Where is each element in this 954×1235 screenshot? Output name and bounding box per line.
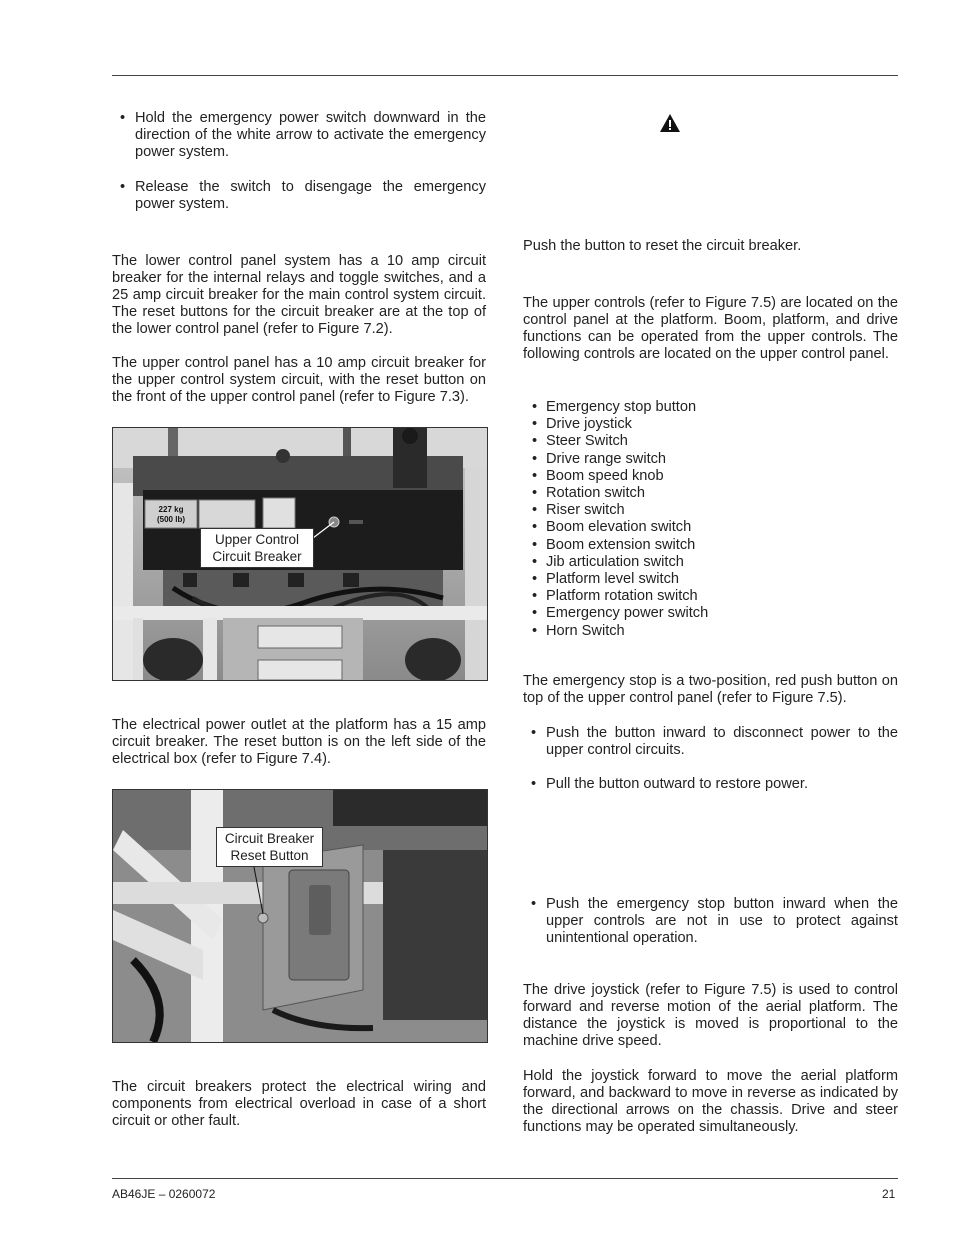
list-item: • Steer Switch (546, 433, 708, 450)
bullet-push-button: • Push the button inward to disconnect power to the upper control circuits. (531, 725, 898, 758)
drive-joystick-paragraph: The drive joystick (refer to Figure 7.5) is used to control forward and reverse motion of the aerial platform. The distance the joystick is moved is proportional to the machine drive speed. (523, 982, 898, 1049)
upper-control-panel-photo (112, 427, 488, 681)
circuit-breaker-reset-button-callout: Circuit Breaker Reset Button (216, 827, 323, 867)
power-outlet-photo (112, 789, 488, 1043)
list-item: • Emergency power switch (546, 605, 708, 622)
bullet-text: Pull the button outward to restore power. (546, 776, 809, 792)
bullet-pull-button: • Pull the button outward to restore power. (531, 776, 809, 792)
list-item: • Riser switch (546, 502, 708, 519)
list-item: • Boom elevation switch (546, 519, 708, 536)
list-item: • Boom extension switch (546, 537, 708, 554)
upper-control-circuit-breaker-callout: Upper Control Circuit Breaker (200, 528, 314, 568)
list-item: • Drive range switch (546, 451, 708, 468)
footer-rule (112, 1178, 898, 1179)
list-item: • Drive joystick (546, 416, 708, 433)
bullet-hold-emergency-power: • Hold the emergency power switch downward in the direction of the white arrow to activate the emergency power system. (120, 110, 486, 160)
emergency-stop-paragraph: The emergency stop is a two-position, red push button on top of the upper control panel (refer to Figure 7.5). (523, 673, 898, 706)
bullet-release-switch: • Release the switch to disengage the emergency power system. (120, 179, 486, 212)
bullet-text: Hold the emergency power switch downward in the direction of the white arrow to activate the emergency power system. (135, 110, 486, 160)
joystick-operation-paragraph: Hold the joystick forward to move the aerial platform forward, and backward to move in reverse as indicated by the directional arrows on the chassis. Drive and steer functions may be operated simultaneously. (523, 1068, 898, 1135)
bullet-text: Release the switch to disengage the emergency power system. (135, 179, 486, 212)
upper-controls-paragraph: The upper controls (refer to Figure 7.5) are located on the control panel at the platform. Boom, platform, and drive functions can be operated from the upper controls. The following controls are located on the upper control panel. (523, 295, 898, 362)
upper-panel-paragraph: The upper control panel has a 10 amp circuit breaker for the upper control system circuit, with the reset button on the front of the upper control panel (refer to Figure 7.3). (112, 355, 486, 405)
bullet-text: Push the button inward to disconnect power to the upper control circuits. (546, 725, 898, 758)
decal-weight: 227 kg (158, 505, 184, 514)
list-item: • Jib articulation switch (546, 554, 708, 571)
header-rule (112, 75, 898, 76)
bullet-text: Push the emergency stop button inward when the upper controls are not in use to protect against unintentional operation. (546, 896, 898, 946)
warning-triangle-icon (659, 113, 681, 137)
list-item: • Boom speed knob (546, 468, 708, 485)
list-item: • Horn Switch (546, 623, 708, 640)
list-item: • Rotation switch (546, 485, 708, 502)
document-id: AB46JE – 0260072 (112, 1187, 216, 1201)
list-item: • Platform level switch (546, 571, 708, 588)
circuit-breakers-paragraph: The circuit breakers protect the electrical wiring and components from electrical overload in case of a short circuit or other fault. (112, 1079, 486, 1129)
lower-panel-paragraph: The lower control panel system has a 10 amp circuit breaker for the internal relays and toggle switches, and a 25 amp circuit breaker for the main control system circuit. The reset buttons for the circuit breaker are at the top of the lower control panel (refer to Figure 7.2). (112, 253, 486, 337)
list-item: • Platform rotation switch (546, 588, 708, 605)
bullet-estop-not-in-use: • Push the emergency stop button inward when the upper controls are not in use to protect against unintentional operation. (531, 896, 898, 946)
upper-controls-list (546, 399, 708, 640)
decal-weight-lb: (500 lb) (156, 515, 186, 524)
reset-breaker-paragraph: Push the button to reset the circuit breaker. (523, 238, 802, 254)
list-item: • Emergency stop button (546, 399, 708, 416)
power-outlet-paragraph: The electrical power outlet at the platform has a 15 amp circuit breaker. The reset button is on the left side of the electrical box (refer to Figure 7.4). (112, 717, 486, 767)
page-number: 21 (882, 1187, 896, 1201)
